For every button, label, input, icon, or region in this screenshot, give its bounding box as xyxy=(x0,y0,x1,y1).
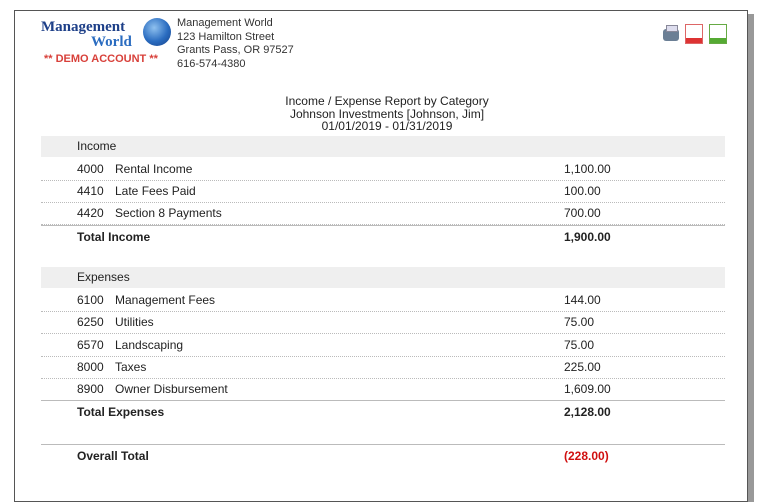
table-row xyxy=(41,311,725,334)
report-title xyxy=(15,95,759,133)
table-row xyxy=(41,180,725,203)
account-name: Taxes xyxy=(115,360,147,374)
account-code: 6570 xyxy=(77,338,104,352)
account-name: Rental Income xyxy=(115,162,193,176)
total-label: Overall Total xyxy=(77,449,149,463)
company-street: 123 Hamilton Street xyxy=(177,30,275,43)
company-logo xyxy=(41,16,175,66)
company-phone: 616-574-4380 xyxy=(177,57,246,70)
company-city: Grants Pass, OR 97527 xyxy=(177,44,294,56)
amount: 75.00 xyxy=(564,338,595,352)
account-name: Owner Disbursement xyxy=(115,382,228,396)
amount: 700.00 xyxy=(564,206,601,220)
account-code: 4000 xyxy=(77,162,104,176)
table-row xyxy=(41,158,725,181)
account-code: 8900 xyxy=(77,382,104,396)
account-name: Management Fees xyxy=(115,293,216,307)
overall-total-row xyxy=(41,444,725,467)
section-label: Expenses xyxy=(77,270,130,284)
account-code: 8000 xyxy=(77,360,104,374)
report-date-range: 01/01/2019 - 01/31/2019 xyxy=(321,119,453,133)
demo-account-label: ** DEMO ACCOUNT ** xyxy=(44,53,158,65)
amount: 225.00 xyxy=(564,360,601,374)
account-name: Section 8 Payments xyxy=(115,206,222,220)
total-expenses-row xyxy=(41,400,725,423)
table-row xyxy=(41,289,725,312)
table-row xyxy=(41,378,725,401)
pdf-icon[interactable] xyxy=(685,24,703,44)
total-amount: 1,900.00 xyxy=(564,230,611,244)
account-code: 6100 xyxy=(77,293,104,307)
table-row xyxy=(41,334,725,357)
table-row xyxy=(41,356,725,379)
overall-amount: (228.00) xyxy=(564,449,609,463)
table-row xyxy=(41,202,725,225)
report-owner: Johnson Investments [Johnson, Jim] xyxy=(289,106,485,121)
report-page xyxy=(14,10,748,502)
logo-text-world: World xyxy=(91,34,132,50)
account-code: 4420 xyxy=(77,206,104,220)
excel-icon[interactable] xyxy=(709,24,727,44)
amount: 75.00 xyxy=(564,315,595,329)
total-label: Total Income xyxy=(77,230,151,244)
logo-text: Management xyxy=(41,19,126,35)
report-name: Income / Expense Report by Category xyxy=(285,94,489,108)
company-address xyxy=(177,17,294,71)
total-income-row xyxy=(41,225,725,248)
globe-icon xyxy=(143,18,171,46)
amount: 1,100.00 xyxy=(564,162,611,176)
amount: 1,609.00 xyxy=(564,382,611,396)
income-header xyxy=(41,136,725,157)
total-amount: 2,128.00 xyxy=(564,405,611,419)
printer-icon[interactable] xyxy=(663,29,679,41)
section-label: Income xyxy=(77,139,117,153)
company-name: Management World xyxy=(177,17,273,29)
account-code: 4410 xyxy=(77,184,104,198)
account-name: Late Fees Paid xyxy=(115,184,196,198)
amount: 100.00 xyxy=(564,184,601,198)
account-code: 6250 xyxy=(77,315,104,329)
account-name: Utilities xyxy=(115,315,154,329)
account-name: Landscaping xyxy=(115,338,184,352)
total-label: Total Expenses xyxy=(77,405,165,419)
amount: 144.00 xyxy=(564,293,601,307)
expenses-header xyxy=(41,267,725,288)
